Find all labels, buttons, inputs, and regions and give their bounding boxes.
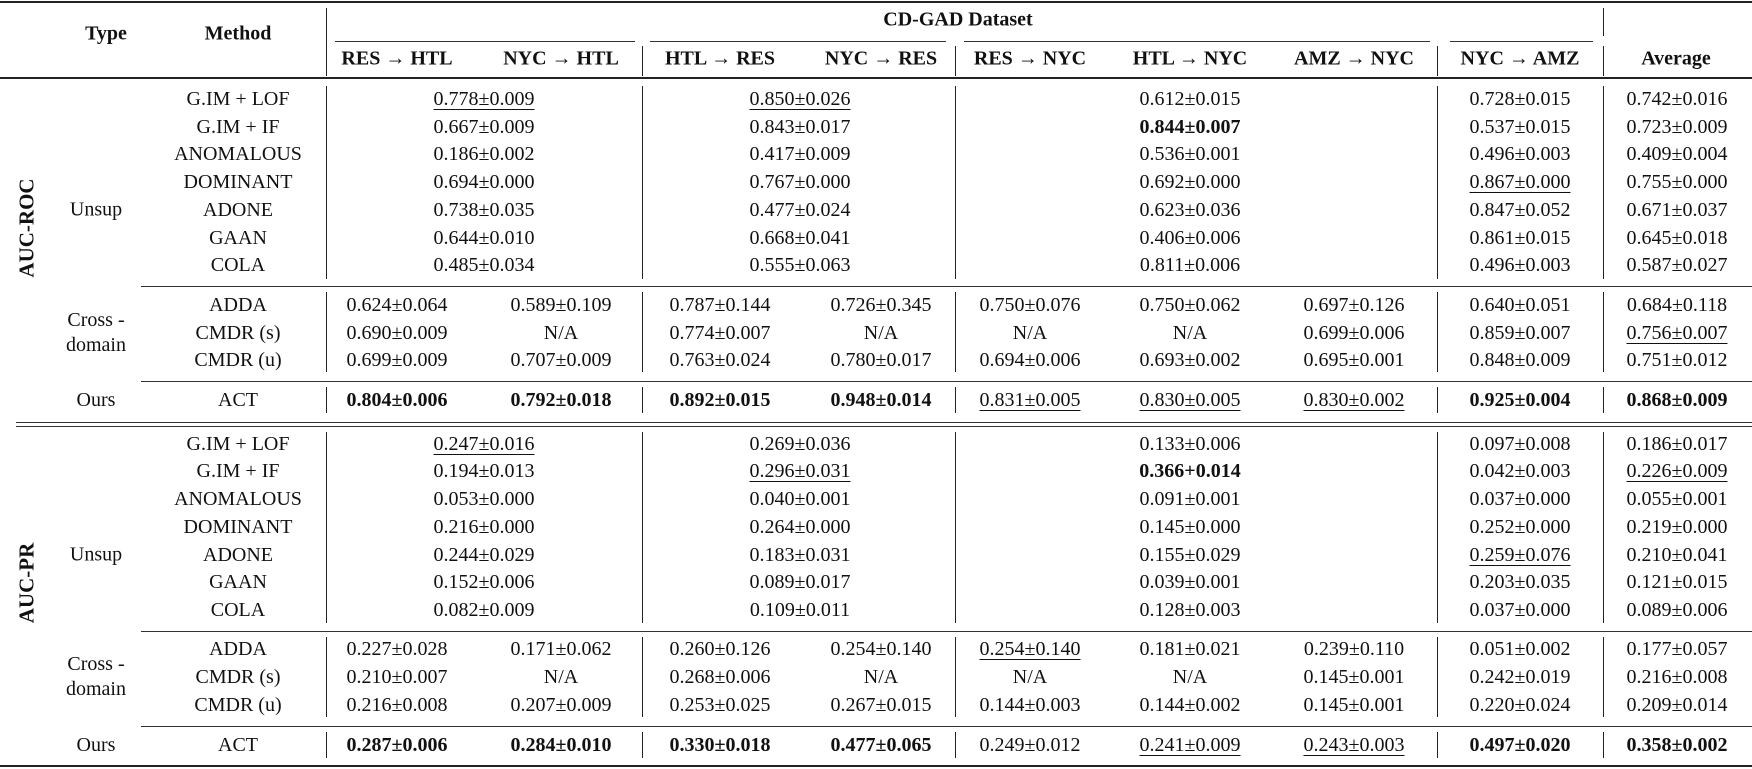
- value-cell: 0.366+0.014: [1139, 460, 1241, 482]
- type-label-line: domain: [66, 334, 126, 356]
- top-rule: [0, 1, 1752, 3]
- value-cell: 0.145±0.000: [1139, 516, 1241, 538]
- value-cell: N/A: [1172, 666, 1208, 688]
- method-cell: G.IM + IF: [196, 116, 280, 138]
- value-cell: 0.243±0.003: [1303, 734, 1405, 756]
- value-cell: 0.330±0.018: [669, 734, 771, 756]
- value-cell: 0.750±0.076: [979, 294, 1081, 316]
- vrule: [1603, 732, 1604, 758]
- value-cell: 0.244±0.029: [433, 544, 535, 566]
- value-cell: 0.671±0.037: [1626, 199, 1728, 221]
- value-cell: 0.121±0.015: [1626, 571, 1728, 593]
- value-cell: 0.850±0.026: [749, 88, 851, 110]
- vrule: [1603, 292, 1604, 372]
- value-cell: 0.723±0.009: [1626, 116, 1728, 138]
- value-cell: 0.144±0.002: [1139, 694, 1241, 716]
- method-cell: COLA: [210, 599, 266, 621]
- value-cell: 0.109±0.011: [749, 599, 851, 621]
- method-cell: CMDR (u): [194, 349, 282, 371]
- vrule: [1437, 637, 1438, 717]
- vrule: [955, 637, 956, 717]
- value-cell: 0.811±0.006: [1139, 254, 1241, 276]
- value-cell: 0.763±0.024: [669, 349, 771, 371]
- value-cell: 0.260±0.126: [669, 638, 771, 660]
- method-cell: GAAN: [209, 227, 267, 249]
- value-cell: 0.128±0.003: [1139, 599, 1241, 621]
- type-label-cross-domain: [66, 308, 126, 358]
- vrule: [955, 46, 956, 76]
- value-cell: N/A: [543, 322, 579, 344]
- vrule: [1437, 46, 1438, 76]
- type-label-line: Cross -: [67, 653, 125, 675]
- method-cell: G.IM + LOF: [186, 88, 290, 110]
- method-cell: ADONE: [203, 544, 273, 566]
- value-cell: 0.241±0.009: [1139, 734, 1241, 756]
- value-cell: 0.728±0.015: [1469, 88, 1571, 110]
- vrule: [326, 432, 327, 623]
- value-cell: 0.097±0.008: [1469, 433, 1571, 455]
- value-cell: 0.183±0.031: [749, 544, 851, 566]
- vrule: [326, 387, 327, 413]
- vrule: [1603, 46, 1604, 76]
- method-cell: DOMINANT: [183, 516, 293, 538]
- value-cell: 0.780±0.017: [830, 349, 932, 371]
- group-rule: [141, 631, 1752, 632]
- value-cell: 0.254±0.140: [830, 638, 932, 660]
- value-cell: 0.089±0.006: [1626, 599, 1728, 621]
- header-method: Method: [204, 22, 272, 45]
- type-label-ours: Ours: [76, 734, 116, 756]
- value-cell: 0.216±0.008: [1626, 666, 1728, 688]
- vrule: [1603, 86, 1604, 279]
- value-cell: 0.186±0.017: [1626, 433, 1728, 455]
- col-res-nyc: RES → NYC: [973, 47, 1087, 70]
- vrule: [326, 86, 327, 279]
- value-cell: 0.252±0.000: [1469, 516, 1571, 538]
- vrule: [642, 86, 643, 279]
- vrule: [1603, 432, 1604, 623]
- value-cell: 0.692±0.000: [1139, 171, 1241, 193]
- col-nyc-amz: NYC → AMZ: [1460, 47, 1580, 70]
- value-cell: 0.925±0.004: [1469, 389, 1571, 411]
- value-cell: 0.555±0.063: [749, 254, 851, 276]
- value-cell: 0.171±0.062: [510, 638, 612, 660]
- value-cell: 0.861±0.015: [1469, 227, 1571, 249]
- vrule: [1603, 8, 1604, 36]
- value-cell: 0.587±0.027: [1626, 254, 1728, 276]
- value-cell: 0.417±0.009: [749, 143, 851, 165]
- value-cell: 0.210±0.007: [346, 666, 448, 688]
- value-cell: 0.755±0.000: [1626, 171, 1728, 193]
- value-cell: 0.181±0.021: [1139, 638, 1241, 660]
- vrule: [326, 292, 327, 372]
- value-cell: 0.948±0.014: [830, 389, 932, 411]
- method-cell: ACT: [218, 734, 258, 756]
- method-cell: DOMINANT: [183, 171, 293, 193]
- value-cell: 0.037±0.000: [1469, 488, 1571, 510]
- value-cell: N/A: [1012, 322, 1048, 344]
- value-cell: 0.767±0.000: [749, 171, 851, 193]
- value-cell: 0.624±0.064: [346, 294, 448, 316]
- value-cell: 0.750±0.062: [1139, 294, 1241, 316]
- value-cell: 0.253±0.025: [669, 694, 771, 716]
- value-cell: 0.694±0.006: [979, 349, 1081, 371]
- value-cell: 0.684±0.118: [1626, 294, 1728, 316]
- vrule: [642, 432, 643, 623]
- value-cell: 0.497±0.020: [1469, 734, 1571, 756]
- col-nyc-htl: NYC → HTL: [503, 47, 619, 70]
- value-cell: 0.892±0.015: [669, 389, 771, 411]
- value-cell: 0.284±0.010: [510, 734, 612, 756]
- value-cell: 0.268±0.006: [669, 666, 771, 688]
- method-cell: ANOMALOUS: [174, 488, 302, 510]
- value-cell: 0.699±0.006: [1303, 322, 1405, 344]
- vrule: [1603, 637, 1604, 717]
- value-cell: 0.177±0.057: [1626, 638, 1728, 660]
- value-cell: 0.477±0.065: [830, 734, 932, 756]
- value-cell: 0.778±0.009: [433, 88, 535, 110]
- method-cell: ADDA: [209, 294, 267, 316]
- value-cell: N/A: [1172, 322, 1208, 344]
- type-label-ours: Ours: [76, 389, 116, 411]
- value-cell: 0.203±0.035: [1469, 571, 1571, 593]
- vrule: [642, 637, 643, 717]
- method-cell: CMDR (u): [194, 694, 282, 716]
- method-cell: COLA: [210, 254, 266, 276]
- value-cell: 0.239±0.110: [1303, 638, 1405, 660]
- value-cell: 0.155±0.029: [1139, 544, 1241, 566]
- value-cell: 0.091±0.001: [1139, 488, 1241, 510]
- value-cell: 0.742±0.016: [1626, 88, 1728, 110]
- value-cell: 0.145±0.001: [1303, 694, 1405, 716]
- value-cell: 0.496±0.003: [1469, 143, 1571, 165]
- metric-label-auc-roc: AUC-ROC: [14, 178, 39, 278]
- value-cell: 0.042±0.003: [1469, 460, 1571, 482]
- method-cell: ACT: [218, 389, 258, 411]
- value-cell: 0.536±0.001: [1139, 143, 1241, 165]
- type-label-unsup: Unsup: [69, 543, 123, 566]
- value-cell: 0.804±0.006: [346, 389, 448, 411]
- value-cell: 0.589±0.109: [510, 294, 612, 316]
- value-cell: 0.207±0.009: [510, 694, 612, 716]
- type-label-cross-domain: [66, 652, 126, 702]
- section-double-rule: [16, 426, 1752, 427]
- value-cell: 0.697±0.126: [1303, 294, 1405, 316]
- value-cell: 0.859±0.007: [1469, 322, 1571, 344]
- value-cell: 0.694±0.000: [433, 171, 535, 193]
- value-cell: N/A: [543, 666, 579, 688]
- method-cell: ADONE: [203, 199, 273, 221]
- vrule: [1437, 732, 1438, 758]
- header-rule: [0, 77, 1752, 79]
- value-cell: 0.831±0.005: [979, 389, 1081, 411]
- value-cell: 0.254±0.140: [979, 638, 1081, 660]
- value-cell: 0.867±0.000: [1469, 171, 1571, 193]
- value-cell: 0.847±0.052: [1469, 199, 1571, 221]
- method-cell: CMDR (s): [195, 666, 281, 688]
- method-cell: G.IM + LOF: [186, 433, 290, 455]
- value-cell: 0.040±0.001: [749, 488, 851, 510]
- vrule: [1437, 387, 1438, 413]
- value-cell: 0.219±0.000: [1626, 516, 1728, 538]
- value-cell: 0.249±0.012: [979, 734, 1081, 756]
- header-dataset: CD-GAD Dataset: [883, 8, 1033, 31]
- value-cell: 0.267±0.015: [830, 694, 932, 716]
- value-cell: 0.751±0.012: [1626, 349, 1728, 371]
- value-cell: 0.787±0.144: [669, 294, 771, 316]
- value-cell: 0.844±0.007: [1139, 116, 1241, 138]
- vrule: [955, 292, 956, 372]
- value-cell: N/A: [863, 666, 899, 688]
- value-cell: 0.645±0.018: [1626, 227, 1728, 249]
- col-res-htl: RES → HTL: [341, 47, 453, 70]
- method-cell: GAAN: [209, 571, 267, 593]
- value-cell: 0.640±0.051: [1469, 294, 1571, 316]
- value-cell: 0.774±0.007: [669, 322, 771, 344]
- value-cell: 0.848±0.009: [1469, 349, 1571, 371]
- vrule: [955, 387, 956, 413]
- value-cell: 0.537±0.015: [1469, 116, 1571, 138]
- value-cell: 0.264±0.000: [749, 516, 851, 538]
- vrule: [1437, 86, 1438, 279]
- cmidrule-nyc: [964, 41, 1430, 42]
- value-cell: 0.216±0.008: [346, 694, 448, 716]
- value-cell: 0.792±0.018: [510, 389, 612, 411]
- value-cell: 0.477±0.024: [749, 199, 851, 221]
- value-cell: 0.830±0.005: [1139, 389, 1241, 411]
- value-cell: 0.296±0.031: [749, 460, 851, 482]
- value-cell: 0.695±0.001: [1303, 349, 1405, 371]
- value-cell: 0.287±0.006: [346, 734, 448, 756]
- value-cell: 0.216±0.000: [433, 516, 535, 538]
- value-cell: 0.259±0.076: [1469, 544, 1571, 566]
- col-amz-nyc: AMZ → NYC: [1294, 47, 1414, 70]
- section-double-rule: [16, 422, 1752, 423]
- method-cell: G.IM + IF: [196, 460, 280, 482]
- value-cell: 0.843±0.017: [749, 116, 851, 138]
- value-cell: 0.226±0.009: [1626, 460, 1728, 482]
- value-cell: 0.247±0.016: [433, 433, 535, 455]
- value-cell: 0.668±0.041: [749, 227, 851, 249]
- col-nyc-res: NYC → RES: [824, 47, 938, 70]
- method-cell: ADDA: [209, 638, 267, 660]
- value-cell: 0.496±0.003: [1469, 254, 1571, 276]
- col-htl-nyc: HTL → NYC: [1132, 47, 1248, 70]
- vrule: [326, 46, 327, 76]
- group-rule: [141, 381, 1752, 382]
- value-cell: 0.644±0.010: [433, 227, 535, 249]
- value-cell: 0.707±0.009: [510, 349, 612, 371]
- value-cell: 0.227±0.028: [346, 638, 448, 660]
- header-type: Type: [85, 22, 127, 45]
- method-cell: ANOMALOUS: [174, 143, 302, 165]
- value-cell: 0.039±0.001: [1139, 571, 1241, 593]
- value-cell: 0.051±0.002: [1469, 638, 1571, 660]
- value-cell: 0.220±0.024: [1469, 694, 1571, 716]
- bottom-rule: [0, 765, 1752, 767]
- value-cell: 0.089±0.017: [749, 571, 851, 593]
- vrule: [1603, 387, 1604, 413]
- cmidrule-htl: [335, 41, 635, 42]
- value-cell: 0.690±0.009: [346, 322, 448, 344]
- vrule: [642, 732, 643, 758]
- value-cell: 0.082±0.009: [433, 599, 535, 621]
- vrule: [955, 432, 956, 623]
- vrule: [642, 387, 643, 413]
- value-cell: 0.406±0.006: [1139, 227, 1241, 249]
- value-cell: N/A: [863, 322, 899, 344]
- cmidrule-amz: [1450, 41, 1593, 42]
- value-cell: 0.358±0.002: [1626, 734, 1728, 756]
- value-cell: 0.209±0.014: [1626, 694, 1728, 716]
- value-cell: 0.485±0.034: [433, 254, 535, 276]
- type-label-unsup: Unsup: [69, 198, 123, 221]
- value-cell: 0.667±0.009: [433, 116, 535, 138]
- value-cell: 0.756±0.007: [1626, 322, 1728, 344]
- value-cell: 0.726±0.345: [830, 294, 932, 316]
- metric-label-auc-pr: AUC-PR: [14, 542, 39, 624]
- group-rule: [141, 286, 1752, 287]
- value-cell: 0.152±0.006: [433, 571, 535, 593]
- value-cell: 0.145±0.001: [1303, 666, 1405, 688]
- value-cell: 0.693±0.002: [1139, 349, 1241, 371]
- type-label-line: domain: [66, 678, 126, 700]
- value-cell: 0.699±0.009: [346, 349, 448, 371]
- value-cell: 0.612±0.015: [1139, 88, 1241, 110]
- value-cell: 0.830±0.002: [1303, 389, 1405, 411]
- vrule: [1437, 292, 1438, 372]
- value-cell: 0.210±0.041: [1626, 544, 1728, 566]
- value-cell: 0.194±0.013: [433, 460, 535, 482]
- value-cell: 0.055±0.001: [1626, 488, 1728, 510]
- vrule: [642, 46, 643, 76]
- vrule: [326, 732, 327, 758]
- value-cell: 0.053±0.000: [433, 488, 535, 510]
- value-cell: 0.623±0.036: [1139, 199, 1241, 221]
- value-cell: 0.133±0.006: [1139, 433, 1241, 455]
- vrule: [326, 637, 327, 717]
- value-cell: 0.738±0.035: [433, 199, 535, 221]
- value-cell: 0.037±0.000: [1469, 599, 1571, 621]
- vrule: [1437, 432, 1438, 623]
- value-cell: 0.269±0.036: [749, 433, 851, 455]
- group-rule: [141, 726, 1752, 727]
- vrule: [955, 86, 956, 279]
- value-cell: 0.144±0.003: [979, 694, 1081, 716]
- col-average: Average: [1641, 47, 1711, 70]
- value-cell: 0.186±0.002: [433, 143, 535, 165]
- value-cell: 0.242±0.019: [1469, 666, 1571, 688]
- vrule: [642, 292, 643, 372]
- vrule: [955, 732, 956, 758]
- value-cell: 0.409±0.004: [1626, 143, 1728, 165]
- type-label-line: Cross -: [67, 309, 125, 331]
- col-htl-res: HTL → RES: [664, 47, 776, 70]
- method-cell: CMDR (s): [195, 322, 281, 344]
- cmidrule-res: [650, 41, 946, 42]
- value-cell: 0.868±0.009: [1626, 389, 1728, 411]
- value-cell: N/A: [1012, 666, 1048, 688]
